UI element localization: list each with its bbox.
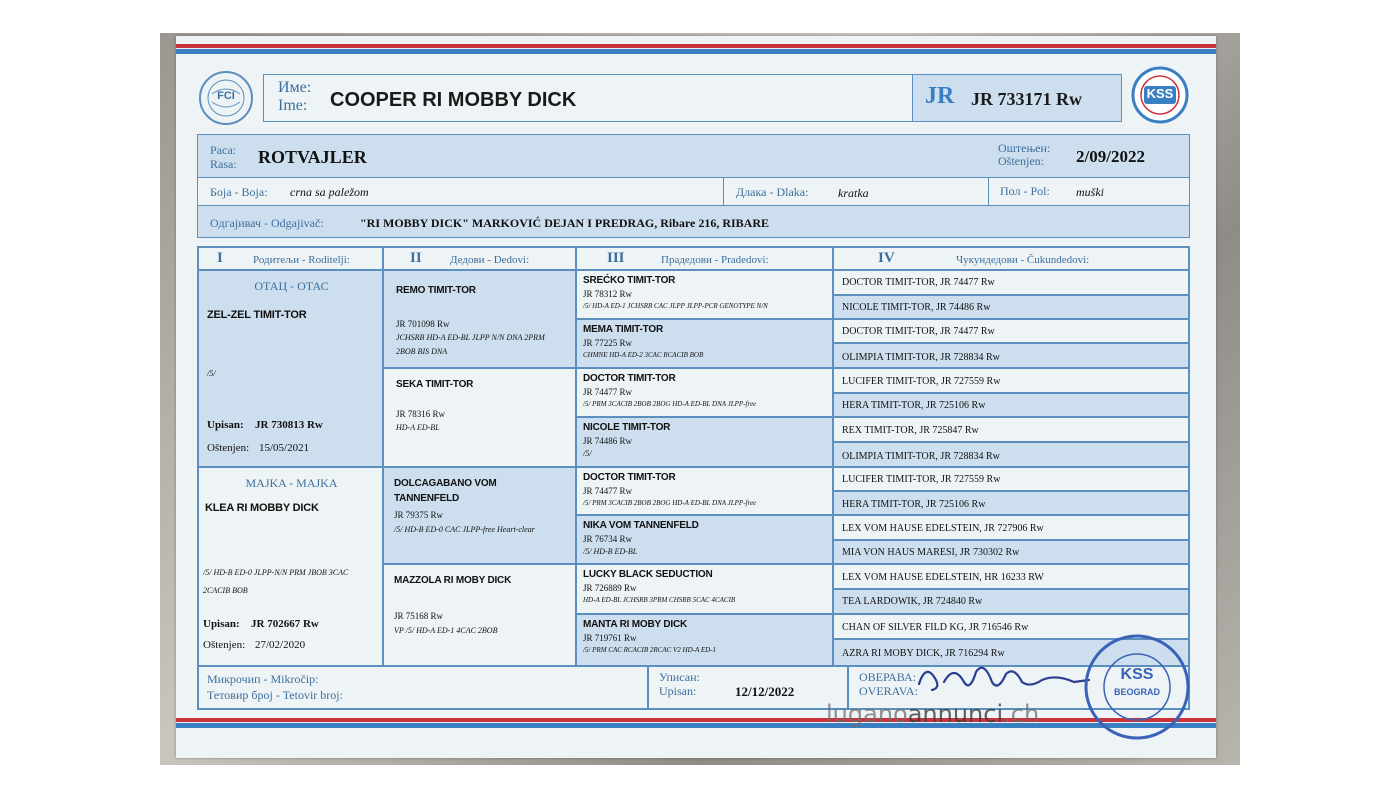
watermark-part-1: lugano	[826, 700, 908, 728]
column-number: III	[607, 250, 625, 266]
dog-name: COOPER RI MOBBY DICK	[330, 89, 577, 111]
color-label: Боја - Boja:	[210, 185, 268, 199]
great-grandparent-cell	[576, 564, 833, 614]
jr-big-label: JR	[925, 83, 955, 109]
sex-value: muški	[1076, 185, 1104, 199]
ancestor-text: DOCTOR TIMIT-TOR, JR 74477 Rw	[842, 326, 995, 337]
whelped-value: 2/09/2022	[1076, 147, 1145, 166]
info-section	[197, 134, 1190, 238]
dam-reg-label: Upisan:	[203, 618, 240, 630]
ancestor-text: OLIMPIA TIMIT-TOR, JR 728834 Rw	[842, 352, 1000, 363]
sire-mark: /5/	[207, 369, 216, 378]
great-grandparent-titles: HD-A ED-BL JCHSRB 3PRM CHSRB 5CAC 4CACIB	[583, 596, 736, 604]
whelped-label-cyr: Оштењен:	[998, 141, 1051, 155]
great-grandparent-reg: JR 78312 Rw	[583, 289, 633, 299]
signature	[914, 652, 1094, 702]
great-grandparent-reg: JR 726889 Rw	[583, 583, 637, 593]
column-header	[198, 247, 383, 270]
registration-box	[912, 74, 1122, 122]
pedigree-table	[197, 246, 1190, 710]
column-label: Чукундедови - Čukundedovi:	[956, 254, 1090, 266]
grandparent-titles: JCHSRB HD-A ED-BL JLPP N/N DNA 2PRM	[396, 333, 545, 342]
ancestor-row	[833, 343, 1189, 368]
registered-label-cyr: Уписан:	[659, 670, 700, 684]
ancestor-row	[833, 515, 1189, 540]
divider	[988, 177, 989, 205]
great-grandparent-cell	[576, 270, 833, 319]
dam-titles: /5/ HD-B ED-0 JLPP-N/N PRM JBOB 3CAC	[203, 568, 349, 577]
sex-label: Пол - Pol:	[1000, 184, 1050, 198]
great-grandparent-reg: JR 74486 Rw	[583, 436, 633, 446]
registered-label-lat: Upisan:	[659, 684, 697, 698]
dam-reg: JR 702667 Rw	[251, 618, 319, 630]
ancestor-row	[833, 540, 1189, 564]
grandparent-name-2: TANNENFELD	[394, 493, 460, 504]
kss-logo-text: KSS	[1146, 86, 1174, 101]
registered-cell	[648, 666, 848, 709]
grandparent-titles-2: 2BOB BIS DNA	[396, 347, 448, 356]
great-grandparent-name: DOCTOR TIMIT-TOR	[583, 472, 676, 483]
bottom-red-stripe	[176, 718, 1216, 722]
great-grandparent-reg: JR 77225 Rw	[583, 338, 633, 348]
color-coat-row	[198, 177, 1189, 206]
ancestor-text: LEX VOM HAUSE EDELSTEIN, JR 727906 Rw	[842, 523, 1044, 534]
fci-logo	[198, 70, 254, 126]
sire-cell	[198, 270, 383, 467]
sire-reg-label: Upisan:	[207, 419, 244, 431]
great-grandparent-titles: /5/ PRM 3CACIB 2BOB 2BOG HD-A ED-BL DNA JLPP-free	[583, 499, 757, 507]
column-number: I	[217, 250, 223, 266]
grandparent-name: MAZZOLA RI MOBY DICK	[394, 575, 512, 586]
grandparent-name: REMO TIMIT-TOR	[396, 285, 476, 296]
great-grandparent-name: MANTA RI MOBY DICK	[583, 619, 687, 630]
great-grandparent-titles: /5/ HD-A ED-1 JCHSRB CAC JLPP JLPP-PCR GENOTYPE N/N	[583, 302, 768, 310]
ancestor-row	[833, 270, 1189, 295]
grandparent-name: SEKA TIMIT-TOR	[396, 379, 474, 390]
great-grandparent-titles: /5/ PRM CAC RCACIB 2RCAC V2 HD-A ED-1	[583, 646, 717, 654]
great-grandparent-cell	[576, 417, 833, 467]
ancestor-row	[833, 368, 1189, 393]
sire-reg: JR 730813 Rw	[255, 419, 323, 431]
grandparent-cell	[383, 270, 576, 368]
grandparent-reg: JR 701098 Rw	[396, 319, 450, 329]
color-value: crna sa paležom	[290, 185, 369, 199]
ancestor-text: NICOLE TIMIT-TOR, JR 74486 Rw	[842, 302, 991, 313]
ancestor-text: LUCIFER TIMIT-TOR, JR 727559 Rw	[842, 474, 1001, 485]
ancestor-row	[833, 319, 1189, 343]
grandparent-cell	[383, 564, 576, 666]
registration-number: JR 733171 Rw	[971, 89, 1082, 109]
ancestor-row	[833, 564, 1189, 589]
great-grandparent-name: SREĆKO TIMIT-TOR	[583, 275, 676, 286]
coat-value: kratka	[838, 186, 869, 200]
ancestor-row	[833, 467, 1189, 491]
name-label-cyr: Име:	[278, 79, 312, 96]
grandparent-cell	[383, 467, 576, 564]
verify-label-cyr: ОВЕРАВА:	[859, 670, 917, 684]
dam-name: KLEA RI MOBBY DICK	[205, 502, 319, 514]
name-label-lat: Ime:	[278, 97, 308, 114]
great-grandparent-titles: /5/	[583, 449, 592, 458]
grandparent-reg: JR 78316 Rw	[396, 409, 446, 419]
column-number: IV	[878, 250, 895, 266]
great-grandparent-name: NICOLE TIMIT-TOR	[583, 422, 671, 433]
breed-row	[198, 135, 989, 178]
great-grandparent-name: MEMA TIMIT-TOR	[583, 324, 663, 335]
ancestor-text: HERA TIMIT-TOR, JR 725106 Rw	[842, 400, 986, 411]
stamp-center-text: KSS	[1120, 666, 1154, 683]
watermark	[826, 700, 1039, 728]
great-grandparent-cell	[576, 614, 833, 666]
top-blue-stripe	[176, 49, 1216, 54]
column-header	[383, 247, 576, 270]
dam-title: MAJKA - MAJKA	[245, 476, 338, 490]
dam-born-label: Oštenjen:	[203, 639, 246, 651]
great-grandparent-titles: /5/ HD-B ED-BL	[583, 547, 638, 556]
ancestor-text: REX TIMIT-TOR, JR 725847 Rw	[842, 425, 979, 436]
great-grandparent-name: DOCTOR TIMIT-TOR	[583, 373, 676, 384]
great-grandparent-titles: CHMNE HD-A ED-2 3CAC RCACIB BOB	[583, 351, 704, 359]
kss-stamp	[1082, 632, 1192, 742]
registered-date: 12/12/2022	[735, 684, 795, 699]
ancestor-text: OLIMPIA TIMIT-TOR, JR 728834 Rw	[842, 451, 1000, 462]
dam-titles-2: 2CACIB BOB	[203, 586, 248, 595]
grandparent-titles: /5/ HD-B ED-0 CAC JLPP-free Heart-clear	[394, 525, 535, 534]
column-header	[833, 247, 1189, 270]
bottom-blue-stripe	[176, 723, 1216, 728]
stamp-city-text: BEOGRAD	[1113, 687, 1160, 697]
grandparent-titles: VP /5/ HD-A ED-1 4CAC 2BOB	[394, 626, 498, 635]
great-grandparent-cell	[576, 319, 833, 368]
watermark-part-2: annunci	[907, 700, 1004, 728]
verify-label-lat: OVERAVA:	[859, 684, 918, 698]
sire-born: 15/05/2021	[259, 442, 310, 454]
ancestor-text: LUCIFER TIMIT-TOR, JR 727559 Rw	[842, 376, 1001, 387]
dam-cell	[198, 467, 383, 666]
tattoo-label: Тетовир број - Tetovir broj:	[207, 688, 343, 702]
column-label: Дедови - Dedovi:	[450, 254, 530, 266]
ancestor-text: HERA TIMIT-TOR, JR 725106 Rw	[842, 499, 986, 510]
breeder-label: Одгајивач - Odgajivač:	[210, 216, 324, 230]
great-grandparent-titles: /5/ PRM 3CACIB 2BOB 2BOG HD-A ED-BL DNA JLPP-free	[583, 400, 757, 408]
breed-label-lat: Rasa:	[210, 157, 237, 171]
great-grandparent-reg: JR 74477 Rw	[583, 387, 633, 397]
ancestor-text: LEX VOM HAUSE EDELSTEIN, HR 16233 RW	[842, 572, 1044, 583]
sire-born-label: Oštenjen:	[207, 442, 250, 454]
ancestor-text: MIA VON HAUS MARESI, JR 730302 Rw	[842, 547, 1020, 558]
whelped-cell	[988, 135, 1189, 178]
column-number: II	[410, 250, 422, 266]
grandparent-name: DOLCAGABANO VOM	[394, 478, 497, 489]
top-red-stripe	[176, 44, 1216, 48]
column-label: Прадедови - Pradedovi:	[661, 254, 769, 266]
chip-cell	[198, 666, 648, 709]
breeder-value: "RI MOBBY DICK" MARKOVIĆ DEJAN I PREDRAG, Ribare 216, RIBARE	[360, 216, 770, 230]
great-grandparent-reg: JR 719761 Rw	[583, 633, 637, 643]
ancestor-text: DOCTOR TIMIT-TOR, JR 74477 Rw	[842, 277, 995, 288]
ancestor-text: CHAN OF SILVER FILD KG, JR 716546 Rw	[842, 622, 1029, 633]
great-grandparent-cell	[576, 368, 833, 417]
sire-title: ОТАЦ - ОТАС	[254, 279, 329, 293]
ancestor-text: TEA LARDOWIK, JR 724840 Rw	[842, 596, 983, 607]
ancestor-text: AZRA RI MOBY DICK, JR 716294 Rw	[842, 648, 1005, 659]
pedigree-certificate	[176, 36, 1216, 758]
breed-value: ROTVAJLER	[258, 147, 367, 167]
column-label: Родитељи - Roditelji:	[253, 254, 350, 266]
grandparent-cell	[383, 368, 576, 467]
great-grandparent-name: NIKA VOM TANNENFELD	[583, 520, 699, 531]
breed-label-cyr: Раса:	[210, 143, 237, 157]
ancestor-row	[833, 442, 1189, 467]
kss-logo	[1131, 66, 1189, 124]
column-header	[576, 247, 833, 270]
coat-label: Длака - Dlaka:	[736, 185, 809, 199]
great-grandparent-cell	[576, 467, 833, 515]
watermark-part-3: .ch	[1003, 700, 1040, 728]
ancestor-row	[833, 295, 1189, 319]
ancestor-row	[833, 589, 1189, 614]
breeder-row	[198, 206, 1189, 237]
fci-logo-text: FCI	[217, 90, 235, 102]
ancestor-row	[833, 393, 1189, 417]
divider	[723, 177, 724, 205]
sire-name: ZEL-ZEL TIMIT-TOR	[207, 309, 307, 321]
grandparent-reg: JR 79375 Rw	[394, 510, 444, 520]
name-box	[263, 74, 913, 122]
great-grandparent-cell	[576, 515, 833, 564]
great-grandparent-reg: JR 76734 Rw	[583, 534, 633, 544]
whelped-label-lat: Oštenjen:	[998, 154, 1044, 168]
great-grandparent-reg: JR 74477 Rw	[583, 486, 633, 496]
grandparent-titles: HD-A ED-BL	[396, 423, 440, 432]
great-grandparent-name: LUCKY BLACK SEDUCTION	[583, 569, 713, 580]
ancestor-row	[833, 417, 1189, 442]
chip-label: Микрочип - Mikročip:	[207, 672, 319, 686]
ancestor-row	[833, 491, 1189, 515]
grandparent-reg: JR 75168 Rw	[394, 611, 444, 621]
dam-born: 27/02/2020	[255, 639, 306, 651]
